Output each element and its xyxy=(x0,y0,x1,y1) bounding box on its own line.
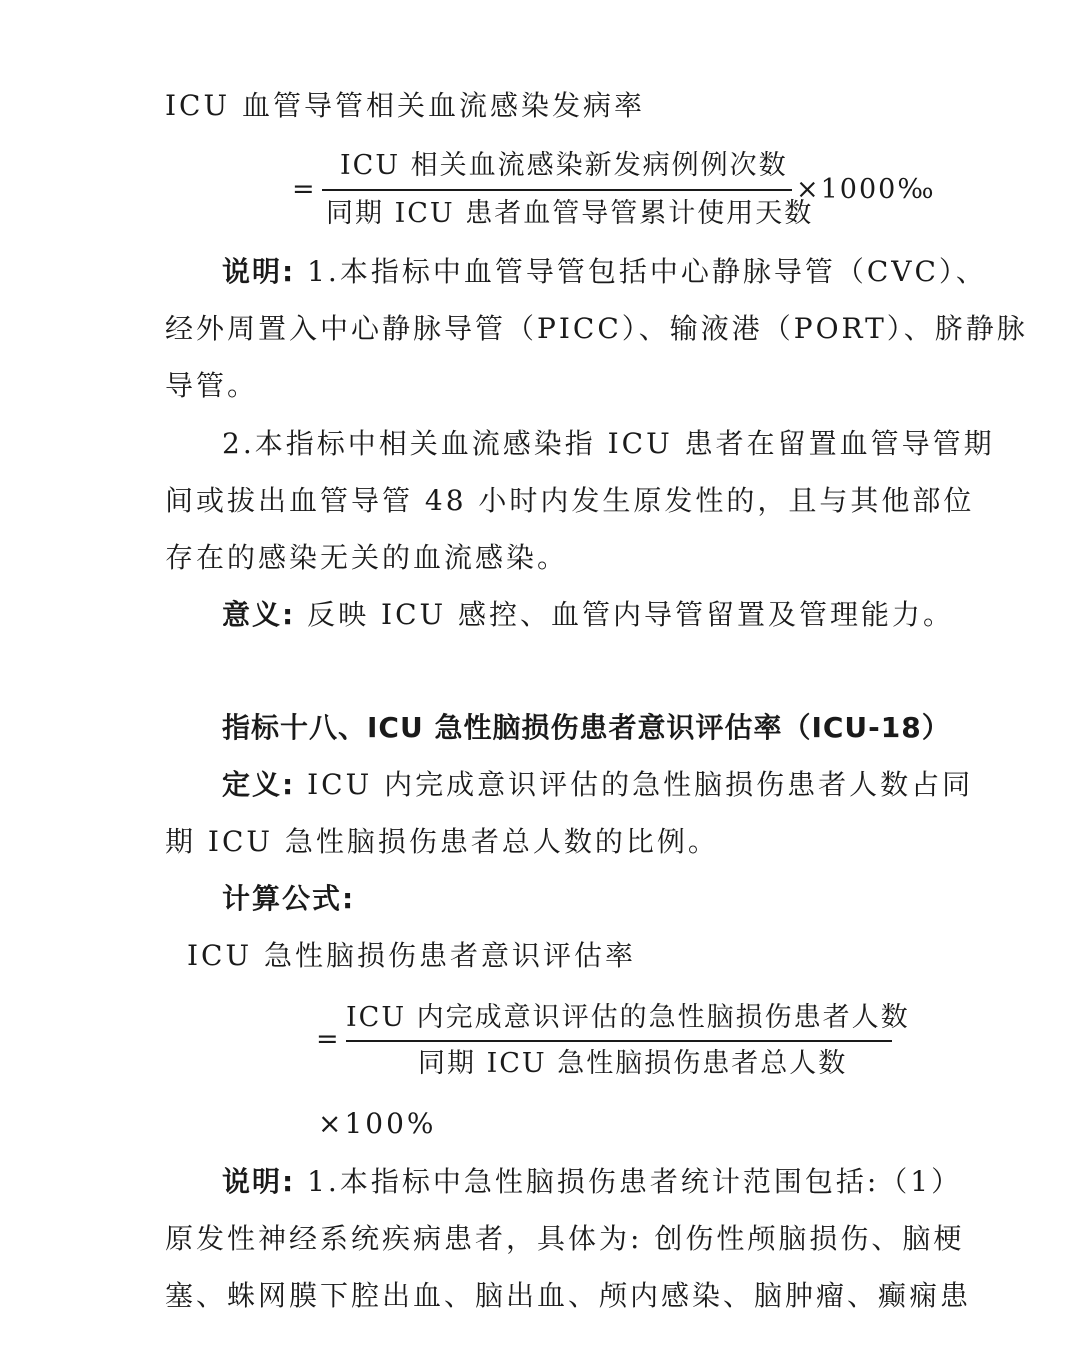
note-paragraph-1 xyxy=(222,255,987,288)
equals-sign: = xyxy=(292,174,317,205)
note-text: 1.本指标中急性脑损伤患者统计范围包括:（1） xyxy=(307,1165,963,1198)
meaning-label: 意义: xyxy=(222,598,296,631)
note-line: 原发性神经系统疾病患者，具体为: 创伤性颅脑损伤、脑梗 xyxy=(165,1222,965,1255)
calc-label-text: 计算公式: xyxy=(222,882,356,915)
definition-text: ICU 内完成意识评估的急性脑损伤患者人数占同 xyxy=(307,768,974,801)
formula-name: ICU 血管导管相关血流感染发病率 xyxy=(165,89,645,122)
multiplier: ×100% xyxy=(318,1107,437,1140)
calc-formula-label xyxy=(222,882,356,915)
note-paragraph-1 xyxy=(222,1165,963,1198)
definition-paragraph xyxy=(222,768,974,801)
numerator: ICU 内完成意识评估的急性脑损伤患者人数 xyxy=(346,1002,910,1033)
fraction-bar xyxy=(322,189,792,191)
note-paragraph-2: 2.本指标中相关血流感染指 ICU 患者在留置血管导管期 xyxy=(222,427,995,460)
multiplier: ×1000‰ xyxy=(796,174,936,205)
note-line: 导管。 xyxy=(165,369,259,402)
note-text: 1.本指标中血管导管包括中心静脉导管（CVC）、 xyxy=(307,255,987,288)
formula-name: ICU 急性脑损伤患者意识评估率 xyxy=(187,939,636,972)
definition-line: 期 ICU 急性脑损伤患者总人数的比例。 xyxy=(165,825,719,858)
fraction-bar xyxy=(346,1040,892,1042)
note-label: 说明: xyxy=(222,255,296,288)
meaning-text: 反映 ICU 感控、血管内导管留置及管理能力。 xyxy=(307,598,954,631)
note-line: 间或拔出血管导管 48 小时内发生原发性的，且与其他部位 xyxy=(165,484,975,517)
note-label: 说明: xyxy=(222,1165,296,1198)
denominator: 同期 ICU 急性脑损伤患者总人数 xyxy=(418,1048,848,1079)
note-line: 塞、蛛网膜下腔出血、脑出血、颅内感染、脑肿瘤、癫痫患 xyxy=(165,1279,972,1312)
definition-label: 定义: xyxy=(222,768,296,801)
meaning-paragraph xyxy=(222,598,954,631)
numerator: ICU 相关血流感染新发病例例次数 xyxy=(340,150,788,181)
note-line: 存在的感染无关的血流感染。 xyxy=(165,541,569,574)
equals-sign: = xyxy=(316,1024,341,1055)
note-line: 经外周置入中心静脉导管（PICC）、输液港（PORT）、脐静脉 xyxy=(165,312,1028,345)
denominator: 同期 ICU 患者血管导管累计使用天数 xyxy=(326,198,814,229)
section-heading: 指标十八、ICU 急性脑损伤患者意识评估率（ICU-18） xyxy=(222,711,951,744)
